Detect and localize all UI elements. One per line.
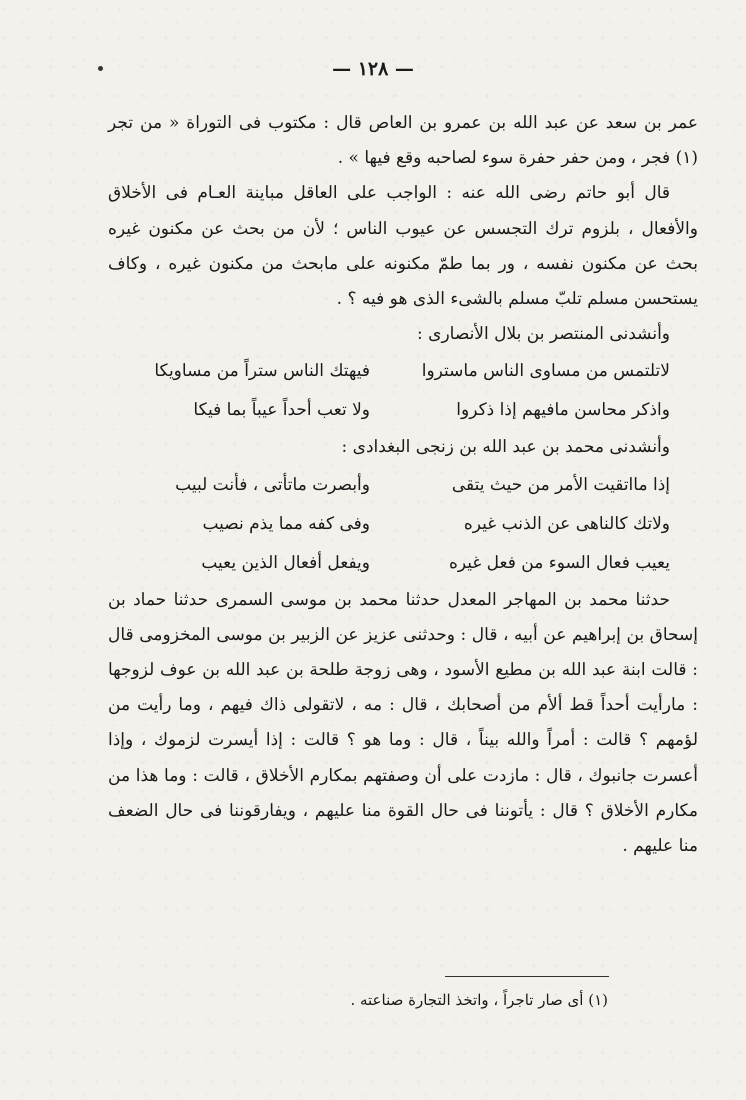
verse-hemistich-first: لاتلتمس من مساوى الناس ماستروا: [421, 361, 670, 382]
verse-line: [108, 466, 698, 505]
verse-hemistich-first: واذكر محاسن مافيهم إذا ذكروا: [456, 400, 670, 421]
verse-hemistich-second: فيهتك الناس ستراً من مساويكا: [154, 361, 370, 382]
verse-line: [108, 544, 698, 583]
verse-hemistich-first: إذا مااتقيت الأمر من حيث يتقى: [451, 474, 670, 495]
page-body: [108, 106, 698, 864]
footnote-divider: [445, 976, 609, 977]
verse-line: [108, 505, 698, 544]
paragraph-2: قال أبو حاتم رضى الله عنه : الواجب على العاقل مباينة العـام فى الأخلاق والأفعال ، بلزوم ترك التجسس عن عيوب الناس ؛ لأن من بحث عن مكنون غيره بحث عن مكنون نفسه ، ور بما طمّ مكنونه على مابحث من مكنون غيره ، وكاف يستحسن مسلم تلبّ مسلم بالشىء الذى هو فيه ؟ .: [108, 183, 698, 310]
verse-hemistich-second: وفى كفه مما يذم نصيب: [202, 513, 370, 534]
verse-line: [108, 391, 698, 430]
paragraph-5: حدثنا محمد بن المهاجر المعدل حدثنا محمد بن موسى السمرى حدثنا حماد بن إسحاق بن إبراهيم عن أبيه ، قال : وحدثنى عزيز عن الزبير بن موسى المخزومى قال : قالت ابنة عبد الله بن مطيع الأسود ، وهى زوجة طلحة بن عبد الله بن عوف لزوجها : مارأيت أحداً قط ألأم من أصحابك ، قال : مه ، لاتقولى ذاك فيهم ، وما رأيت من لؤمهم ؟ قالت : أمراً والله بيناً ، قال : وما هو ؟ قالت : إذا أيسرت لزموك ، وإذا أعسرت جانبوك ، قال : مازدت على أن وصفتهم بمكارم الأخلاق ، قالت : وما هذا من مكارم الأخلاق ؟ قال : يأتوننا فى حال القوة منا عليهم ، ويفارقوننا فى حال الضعف منا عليهم .: [108, 589, 698, 857]
verse-line: [108, 352, 698, 391]
page-number: — ١٢٨ —: [332, 58, 414, 80]
paragraph-4: وأنشدنى محمد بن عبد الله بن زنجى البغدادى :: [341, 437, 670, 458]
verse-hemistich-first: يعيب فعال السوء من فعل غيره: [448, 552, 670, 573]
verse-hemistich-second: ولا تعب أحداً عيباً بما فيكا: [193, 400, 370, 421]
footnote: (١) أى صار تاجراً ، واتخذ التجارة صناعته .: [350, 991, 608, 1009]
paragraph-1: عمر بن سعد عن عبد الله بن عمرو بن العاص قال : مكتوب فى التوراة « من تجر (١) فجر ، ومن حفر حفرة سوء لصاحبه وقع فيها » .: [108, 113, 698, 169]
paragraph-3: وأنشدنى المنتصر بن بلال الأنصارى :: [417, 324, 670, 345]
verse-hemistich-second: ويفعل أفعال الذين يعيب: [201, 552, 370, 573]
verse-hemistich-first: ولاتك كالناهى عن الذنب غيره: [463, 513, 670, 534]
verse-hemistich-second: وأبصرت ماتأتى ، فأنت لبيب: [175, 474, 370, 495]
